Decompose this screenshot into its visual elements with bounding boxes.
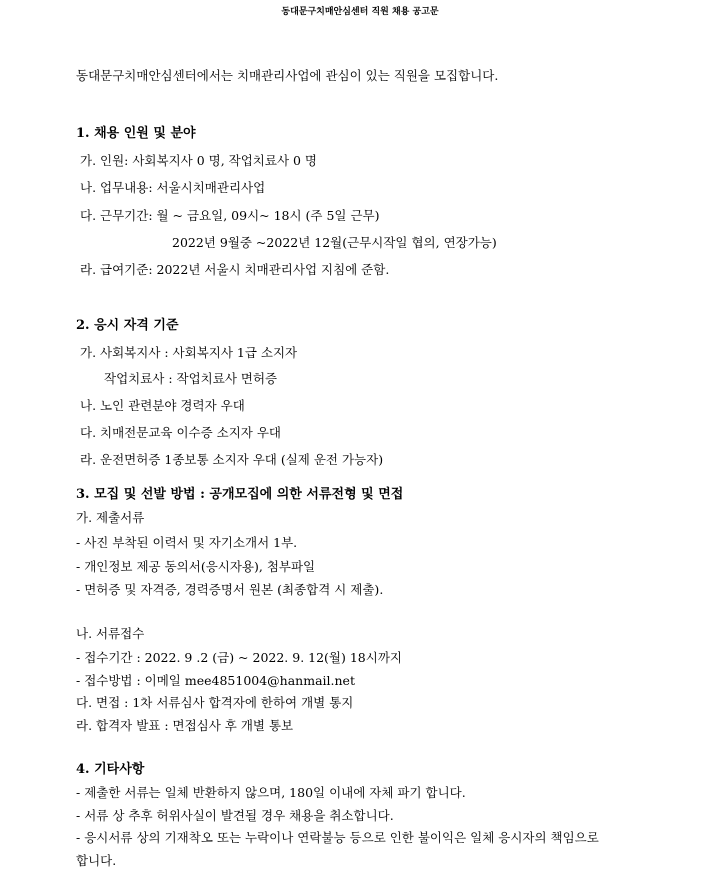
section3-line: - 접수방법 : 이메일 mee4851004@hanmail.net	[76, 673, 355, 688]
section3-line: 라. 합격자 발표 : 면접심사 후 개별 통보	[76, 718, 294, 733]
intro-text: 동대문구치매안심센터에서는 치매관리사업에 관심이 있는 직원을 모집합니다.	[76, 68, 499, 83]
section3-line: 다. 면접 : 1차 서류심사 합격자에 한하여 개별 통지	[76, 695, 354, 710]
section2-line: 가. 사회복지사 : 사회복지사 1급 소지자	[80, 345, 298, 360]
section3-line: - 개인정보 제공 동의서(응시자용), 첨부파일	[76, 559, 316, 574]
section4-line: - 제출한 서류는 일체 반환하지 않으며, 180일 이내에 자체 파기 합니다.	[76, 785, 466, 800]
section3-line: - 접수기간 : 2022. 9 .2 (금) ~ 2022. 9. 12(월) 18시까지	[76, 650, 402, 665]
section1-line: 가. 인원: 사회복지사 0 명, 작업치료사 0 명	[80, 153, 318, 168]
section4-line: 합니다.	[76, 853, 117, 868]
section4-line: - 서류 상 추후 허위사실이 발견될 경우 채용을 취소합니다.	[76, 808, 394, 823]
section3-line: - 면허증 및 자격증, 경력증명서 원본 (최종합격 시 제출).	[76, 582, 384, 597]
section2-heading: 2. 응시 자격 기준	[76, 318, 179, 333]
section2-line: 다. 치매전문교육 이수증 소지자 우대	[80, 425, 281, 440]
section1-line: 2022년 9월중 ~2022년 12월(근무시작일 협의, 연장가능)	[172, 235, 497, 250]
section4-heading: 4. 기타사항	[76, 762, 145, 777]
section1-line: 다. 근무기간: 월 ~ 금요일, 09시~ 18시 (주 5일 근무)	[80, 208, 380, 223]
section2-line: 라. 운전면허증 1종보통 소지자 우대 (실제 운전 가능자)	[80, 452, 384, 467]
section3-heading: 3. 모집 및 선발 방법 : 공개모집에 의한 서류전형 및 면접	[76, 487, 404, 502]
section4-line: - 응시서류 상의 기재착오 또는 누락이나 연락불능 등으로 인한 불이익은 일체 응시자의 책임으로	[76, 830, 599, 845]
section3-line: 가. 제출서류	[76, 510, 145, 525]
section1-heading: 1. 채용 인원 및 분야	[76, 126, 196, 141]
section2-line: 나. 노인 관련분야 경력자 우대	[80, 398, 245, 413]
section2-line: 작업치료사 : 작업치료사 면허증	[104, 371, 278, 386]
section3-line: 나. 서류접수	[76, 626, 145, 641]
section1-line: 라. 급여기준: 2022년 서울시 치매관리사업 지침에 준함.	[80, 262, 390, 277]
section1-line: 나. 업무내용: 서울시치매관리사업	[80, 180, 266, 195]
document-title: 동대문구치매안심센터 직원 채용 공고문	[281, 7, 439, 17]
section3-line: - 사진 부착된 이력서 및 자기소개서 1부.	[76, 535, 298, 550]
